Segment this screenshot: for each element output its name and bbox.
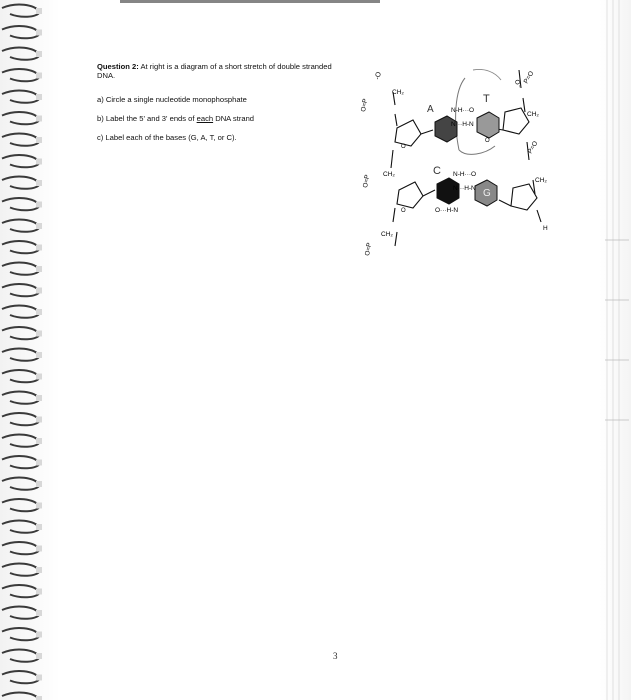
binding-hole — [36, 137, 42, 143]
spiral-ring — [2, 585, 40, 597]
spiral-ring — [2, 5, 40, 17]
label-o-eq-p-2: O=P — [362, 174, 372, 189]
dna-diagram — [355, 50, 595, 280]
label-p-eq-o-2: P=O — [526, 140, 540, 155]
spiral-ring — [2, 284, 40, 296]
binding-hole — [36, 73, 42, 79]
top-shadow — [120, 0, 380, 3]
binding-hole — [36, 331, 42, 337]
binding-hole — [36, 223, 42, 229]
binding-hole — [36, 116, 42, 122]
spiral-ring — [2, 69, 40, 81]
binding-hole — [36, 159, 42, 165]
binding-hole — [36, 94, 42, 100]
spiral-ring — [2, 155, 40, 167]
hbond-bottom-3: O···H-N — [435, 207, 459, 214]
question-text: At right is a diagram of a short stretch of double stranded DNA. — [97, 62, 332, 80]
spiral-ring — [2, 241, 40, 253]
binding-hole — [36, 30, 42, 36]
hbond-bottom-2: N···H-N — [453, 185, 476, 192]
handwritten-base-bottom-right: G — [483, 188, 491, 199]
binding-hole — [36, 632, 42, 638]
binding-hole — [36, 589, 42, 595]
binding-hole — [36, 266, 42, 272]
spiral-ring — [2, 48, 40, 60]
spiral-ring — [2, 134, 40, 146]
spiral-binding — [0, 0, 48, 700]
spiral-ring — [2, 628, 40, 640]
part-emphasis: each — [196, 114, 214, 123]
spiral-ring — [2, 671, 40, 683]
part-letter: c) — [97, 133, 104, 142]
binding-hole — [36, 288, 42, 294]
question-prompt — [97, 62, 347, 80]
binding-hole — [36, 481, 42, 487]
spiral-ring — [2, 521, 40, 533]
question-number: Question 2: — [97, 62, 139, 71]
label-ring-o-bottom-left: O — [401, 208, 406, 214]
spiral-ring — [2, 413, 40, 425]
spiral-ring — [2, 370, 40, 382]
question-part-b — [97, 114, 254, 123]
label-o-eq-p-3: O=P — [364, 242, 374, 257]
label-ch2-mid-right: CH₂ — [535, 177, 547, 184]
binding-hole — [36, 245, 42, 251]
spiral-ring — [2, 26, 40, 38]
hbond-top-2: N···H-N — [451, 121, 474, 128]
spiral-ring — [2, 349, 40, 361]
spiral-ring — [2, 478, 40, 490]
binding-hole — [36, 567, 42, 573]
part-letter: b) — [97, 114, 104, 123]
sugar-ring-bottom-left — [397, 182, 423, 208]
label-ch2-top-right: CH₂ — [527, 111, 539, 118]
sugar-ring-bottom-right — [511, 184, 537, 210]
part-text: Label each of the bases (G, A, T, or C). — [105, 133, 237, 142]
spiral-ring — [2, 263, 40, 275]
spiral-ring — [2, 564, 40, 576]
spiral-ring — [2, 435, 40, 447]
binding-hole — [36, 653, 42, 659]
binding-hole — [36, 460, 42, 466]
label-o-eq-p-1: O=P — [360, 98, 370, 113]
page-number: 3 — [333, 651, 338, 661]
binding-hole — [36, 546, 42, 552]
page-edge-stack — [603, 0, 631, 700]
part-letter: a) — [97, 95, 104, 104]
binding-hole — [36, 417, 42, 423]
label-p-eq-o-1: P=O — [522, 70, 536, 85]
binding-hole — [36, 395, 42, 401]
label-o-minus-top: -O — [374, 71, 383, 81]
binding-hole — [36, 675, 42, 681]
pyrimidine-base-top-right — [477, 112, 499, 138]
spiral-ring — [2, 306, 40, 318]
purine-base-top-left — [435, 116, 457, 142]
question-part-a — [97, 95, 247, 104]
label-ch2-top-left: CH₂ — [392, 89, 404, 96]
spiral-ring — [2, 650, 40, 662]
spiral-ring — [2, 220, 40, 232]
label-ring-o-top-right: O — [485, 138, 490, 144]
label-ch2-bottom-left: CH₂ — [381, 231, 393, 238]
spiral-ring — [2, 607, 40, 619]
label-h: H — [543, 225, 548, 232]
sugar-ring-top-left — [395, 120, 421, 146]
binding-hole — [36, 438, 42, 444]
spiral-ring — [2, 392, 40, 404]
binding-hole — [36, 180, 42, 186]
binding-hole — [36, 8, 42, 14]
binding-hole — [36, 374, 42, 380]
spiral-ring — [2, 198, 40, 210]
spiral-ring — [2, 542, 40, 554]
handwritten-base-bottom-left: C — [433, 165, 441, 177]
binding-hole — [36, 696, 42, 700]
binding-hole — [36, 352, 42, 358]
part-text: Circle a single nucleotide monophosphate — [105, 95, 247, 104]
spiral-ring — [2, 327, 40, 339]
binding-hole — [36, 524, 42, 530]
label-ch2-mid-left: CH₂ — [383, 171, 395, 178]
spiral-ring — [2, 693, 40, 700]
binding-hole — [36, 610, 42, 616]
spiral-ring — [2, 91, 40, 103]
part-text-before: Label the 5' and 3' ends of — [105, 114, 197, 123]
label-o-minus-top-right: O⁻ — [513, 79, 522, 89]
label-ring-o-top-left: O — [401, 144, 406, 150]
spiral-ring — [2, 456, 40, 468]
binding-hole — [36, 503, 42, 509]
binding-hole — [36, 309, 42, 315]
spiral-ring — [2, 499, 40, 511]
binding-hole — [36, 51, 42, 57]
spiral-ring — [2, 177, 40, 189]
binding-hole — [36, 202, 42, 208]
hbond-top-1: N-H···O — [451, 107, 475, 114]
handwritten-base-top-left: A — [427, 104, 434, 115]
spiral-ring — [2, 112, 40, 124]
part-text-after: DNA strand — [213, 114, 255, 123]
question-part-c — [97, 133, 237, 142]
hbond-bottom-1: N-H···O — [453, 171, 477, 178]
handwritten-base-top-right: T — [483, 93, 490, 105]
